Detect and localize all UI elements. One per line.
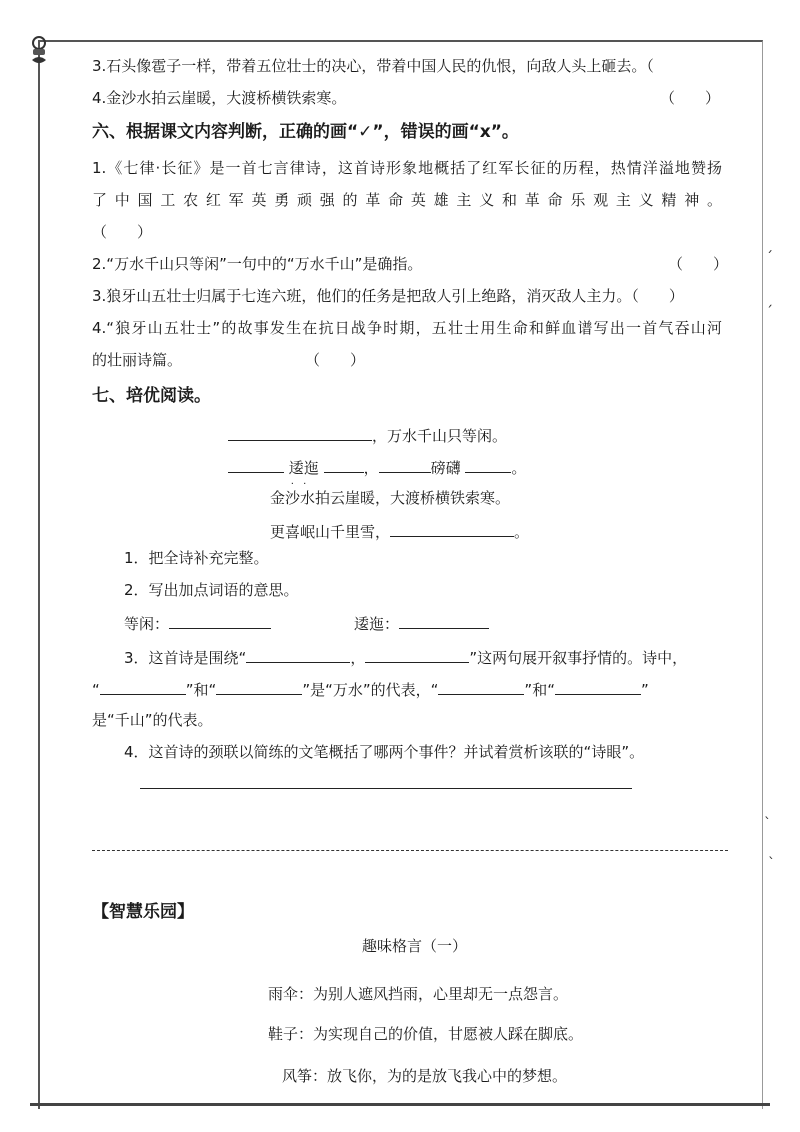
poem-line-1: ，万水千山只等闲。	[228, 424, 507, 446]
poem-blank-2[interactable]	[228, 456, 284, 473]
edge-mark-3: ˋ	[764, 816, 771, 832]
question-4-answer-line[interactable]	[140, 788, 632, 789]
edge-mark-1: ˊ	[766, 250, 773, 266]
question-3-line3: 是“千山”的代表。	[92, 711, 213, 729]
part6-item4-line2: 的壮丽诗篇。	[92, 351, 183, 369]
q3-blank-3[interactable]	[100, 678, 186, 695]
q3-blank-6[interactable]	[555, 678, 641, 695]
poem-blank-3[interactable]	[324, 456, 364, 473]
garden-title: 趣味格言（一）	[362, 937, 468, 955]
part5-item3: 3.石头像雹子一样，带着五位壮士的决心，带着中国人民的仇恨，向敌人头上砸去。（	[92, 57, 654, 75]
part6-item3: 3.狼牙山五壮士归属于七连六班，他们的任务是把敌人引上绝路，消灭敌人主力。（ ）	[92, 287, 684, 305]
binder-clip-icon	[28, 34, 50, 68]
question-2-word2: 逶迤：	[354, 612, 489, 634]
question-3-line1: 3．这首诗是围绕“ ， ”这两句展开叙事抒情的。诗中，	[124, 646, 687, 668]
question-4: 4．这首诗的颈联以简练的文笔概括了哪两个事件？并试着赏析该联的“诗眼”。	[124, 743, 645, 761]
poem-blank-4[interactable]	[379, 456, 431, 473]
weiyi-answer-blank[interactable]	[399, 612, 489, 629]
question-3-line2: “ ”和“ ”是“万水”的代表，“ ”和“ ”	[92, 678, 649, 700]
dengxian-answer-blank[interactable]	[169, 612, 271, 629]
q3-blank-2[interactable]	[365, 646, 469, 663]
q3-blank-1[interactable]	[246, 646, 350, 663]
garden-line-2: 鞋子：为实现自己的价值，甘愿被人踩在脚底。	[268, 1025, 584, 1043]
part7-heading: 七、培优阅读。	[92, 386, 211, 406]
part6-item1-line2: 了中国工农红军英勇顽强的革命英雄主义和革命乐观主义精神。	[92, 191, 722, 209]
garden-line-1: 雨伞：为别人遮风挡雨，心里却无一点怨言。	[268, 985, 569, 1003]
part5-item4-answer-box[interactable]: （ ）	[660, 89, 721, 107]
q3-blank-5[interactable]	[438, 678, 524, 695]
garden-line-3: 风筝：放飞你，为的是放飞我心中的梦想。	[282, 1067, 568, 1085]
garden-heading: 【智慧乐园】	[92, 902, 194, 922]
part6-item2-answer-box[interactable]: （ ）	[668, 255, 729, 273]
part6-item4-line1: 4.“狼牙山五壮士”的故事发生在抗日战争时期，五壮士用生命和鲜血谱写出一首气吞山河	[92, 319, 722, 337]
part6-item1-answer-box[interactable]: （ ）	[92, 223, 153, 241]
poem-line-4: 更喜岷山千里雪， 。	[270, 520, 529, 542]
question-1: 1．把全诗补充完整。	[124, 549, 269, 567]
part6-heading: 六、根据课文内容判断，正确的画“✓”，错误的画“x”。	[92, 122, 519, 142]
part5-item4: 4.金沙水拍云崖暖，大渡桥横铁索寒。	[92, 89, 347, 107]
part6-item1-line1: 1.《七律·长征》是一首七言律诗，这首诗形象地概括了红军长征的历程，热情洋溢地赞扬	[92, 159, 722, 177]
section-divider	[92, 850, 728, 851]
part6-item2: 2.“万水千山只等闲”一句中的“万水千山”是确指。	[92, 255, 423, 273]
question-2: 2．写出加点词语的意思。	[124, 581, 299, 599]
poem-line-2: 逶迤 · · ， 磅礴 。	[228, 456, 526, 478]
bottom-edge-line	[30, 1103, 770, 1106]
poem-blank-6[interactable]	[390, 520, 514, 537]
dotted-word-weiyi: 逶迤 · ·	[289, 459, 319, 477]
edge-mark-4: ˋ	[768, 856, 775, 872]
poem-blank-1[interactable]	[228, 424, 372, 441]
poem-blank-5[interactable]	[465, 456, 511, 473]
part6-item4-answer-box[interactable]: （ ）	[305, 351, 366, 369]
question-2-word1: 等闲：	[124, 612, 271, 634]
q3-blank-4[interactable]	[216, 678, 302, 695]
poem-line-3: 金沙水拍云崖暖，大渡桥横铁索寒。	[270, 489, 511, 507]
edge-mark-2: ˏ	[766, 292, 773, 308]
